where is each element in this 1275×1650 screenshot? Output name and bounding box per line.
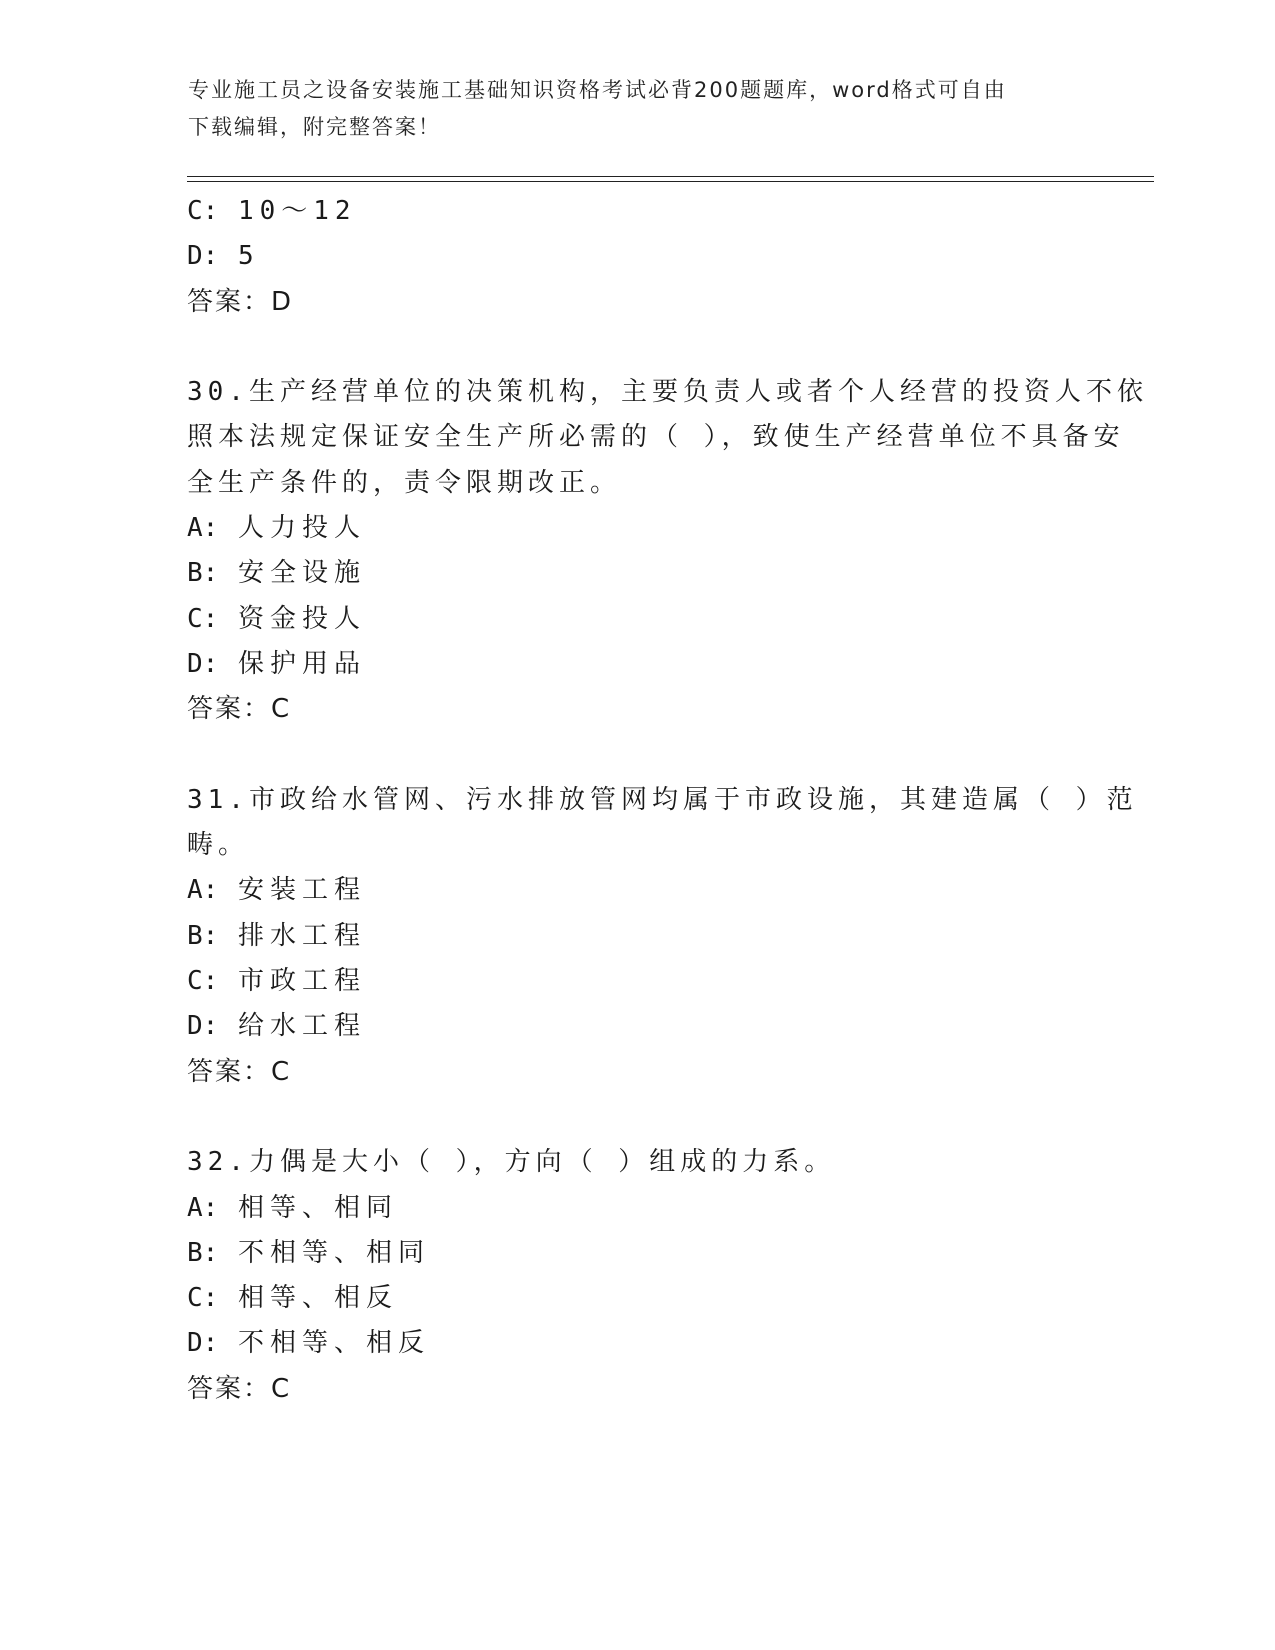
prev-question bbox=[187, 189, 1087, 325]
option-letter: A: bbox=[187, 513, 219, 544]
option-text: 市政工程 bbox=[237, 966, 366, 997]
option-letter: B: bbox=[187, 920, 219, 951]
option-text: 安装工程 bbox=[237, 875, 366, 906]
option-a bbox=[187, 868, 1087, 913]
option-letter: C: bbox=[187, 966, 219, 997]
header-divider-bottom bbox=[187, 181, 1154, 182]
option-letter: D: bbox=[187, 1011, 219, 1042]
option-d bbox=[187, 642, 1087, 687]
option-letter: C: bbox=[187, 196, 219, 226]
question-text-line: 照本法规定保证安全生产所必需的（ ），致使生产经营单位不具备安 bbox=[187, 422, 1125, 453]
answer: 答案：C bbox=[187, 1373, 292, 1404]
question-31 bbox=[187, 778, 1138, 1095]
option-letter: A: bbox=[187, 875, 219, 906]
option-text: 人力投人 bbox=[237, 513, 366, 544]
option-d bbox=[187, 1004, 1087, 1049]
answer: 答案：D bbox=[187, 286, 294, 317]
question-text-line: 31.市政给水管网、污水排放管网均属于市政设施，其建造属（ ）范 bbox=[187, 784, 1138, 815]
option-text: 资金投人 bbox=[237, 603, 366, 634]
option-text: 5 bbox=[237, 241, 260, 272]
option-letter: A: bbox=[187, 1192, 219, 1223]
option-d bbox=[187, 1321, 1087, 1366]
option-text: 相等、相同 bbox=[237, 1192, 398, 1223]
option-a bbox=[187, 506, 1087, 551]
option-c bbox=[187, 597, 1087, 642]
header-line-1: 专业施工员之设备安装施工基础知识资格考试必背200题题库，word格式可自由 bbox=[188, 78, 1007, 102]
option-c bbox=[187, 959, 1087, 1004]
option-letter: B: bbox=[187, 558, 219, 589]
option-text: 10～12 bbox=[237, 196, 357, 226]
option-d bbox=[187, 234, 1087, 279]
option-a bbox=[187, 1186, 1087, 1231]
option-b bbox=[187, 1231, 1087, 1276]
question-text-line: 30.生产经营单位的决策机构，主要负责人或者个人经营的投资人不依 bbox=[187, 377, 1148, 408]
option-text: 不相等、相同 bbox=[237, 1237, 430, 1268]
option-letter: D: bbox=[187, 241, 219, 272]
header-line-2: 下载编辑，附完整答案！ bbox=[188, 115, 441, 139]
option-text: 给水工程 bbox=[237, 1011, 366, 1042]
option-b bbox=[187, 914, 1087, 959]
document-header bbox=[188, 72, 1068, 146]
option-text: 不相等、相反 bbox=[237, 1328, 430, 1359]
option-text: 相等、相反 bbox=[237, 1283, 398, 1314]
header-divider-top bbox=[187, 176, 1154, 177]
question-content bbox=[187, 189, 1148, 1412]
question-text-line: 32.力偶是大小（ ），方向（ ）组成的力系。 bbox=[187, 1147, 836, 1178]
question-32 bbox=[187, 1140, 1087, 1412]
option-letter: D: bbox=[187, 648, 219, 679]
answer: 答案：C bbox=[187, 1056, 292, 1087]
question-30 bbox=[187, 370, 1148, 732]
spacer bbox=[187, 733, 1087, 778]
option-letter: B: bbox=[187, 1237, 219, 1268]
question-text-line: 全生产条件的，责令限期改正。 bbox=[187, 467, 622, 498]
option-b bbox=[187, 551, 1087, 596]
option-text: 安全设施 bbox=[237, 558, 366, 589]
option-letter: C: bbox=[187, 603, 219, 634]
answer: 答案：C bbox=[187, 694, 292, 725]
option-letter: C: bbox=[187, 1283, 219, 1314]
question-text-line: 畴。 bbox=[187, 830, 250, 861]
option-text: 排水工程 bbox=[237, 920, 366, 951]
spacer bbox=[187, 325, 1087, 370]
option-c bbox=[187, 189, 1087, 234]
option-c bbox=[187, 1276, 1087, 1321]
option-text: 保护用品 bbox=[237, 648, 366, 679]
option-letter: D: bbox=[187, 1328, 219, 1359]
spacer bbox=[187, 1095, 1087, 1140]
